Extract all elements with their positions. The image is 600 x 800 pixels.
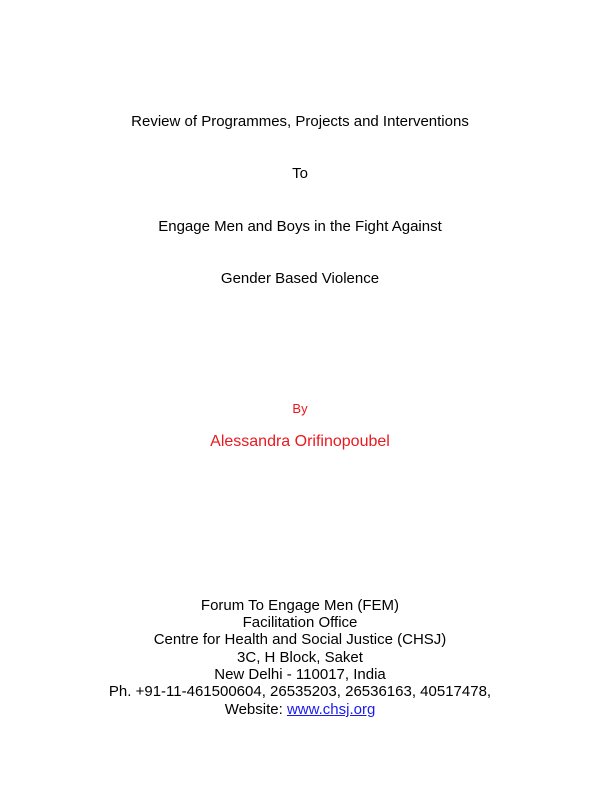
website-link[interactable]: www.chsj.org <box>286 701 376 718</box>
title-line-4: Gender Based Violence <box>220 270 380 287</box>
contact-address-1: 3C, H Block, Saket <box>237 649 363 666</box>
contact-phone: Ph. +91-11-461500604, 26535203, 26536163, 40517478, <box>108 683 492 700</box>
contact-address-2: New Delhi - 110017, India <box>214 666 386 683</box>
contact-centre: Centre for Health and Social Justice (CHSJ) <box>153 631 447 648</box>
contact-org: Forum To Engage Men (FEM) <box>200 597 400 614</box>
contact-office: Facilitation Office <box>242 614 358 631</box>
title-line-2: To <box>292 165 308 182</box>
website-label: Website: <box>224 701 287 718</box>
title-line-3: Engage Men and Boys in the Fight Against <box>158 218 442 235</box>
byline-by: By <box>292 401 308 416</box>
contact-website-line <box>0 701 600 719</box>
author-name: Alessandra Orifinopoubel <box>210 433 390 450</box>
title-line-1: Review of Programmes, Projects and Interventions <box>131 113 469 130</box>
